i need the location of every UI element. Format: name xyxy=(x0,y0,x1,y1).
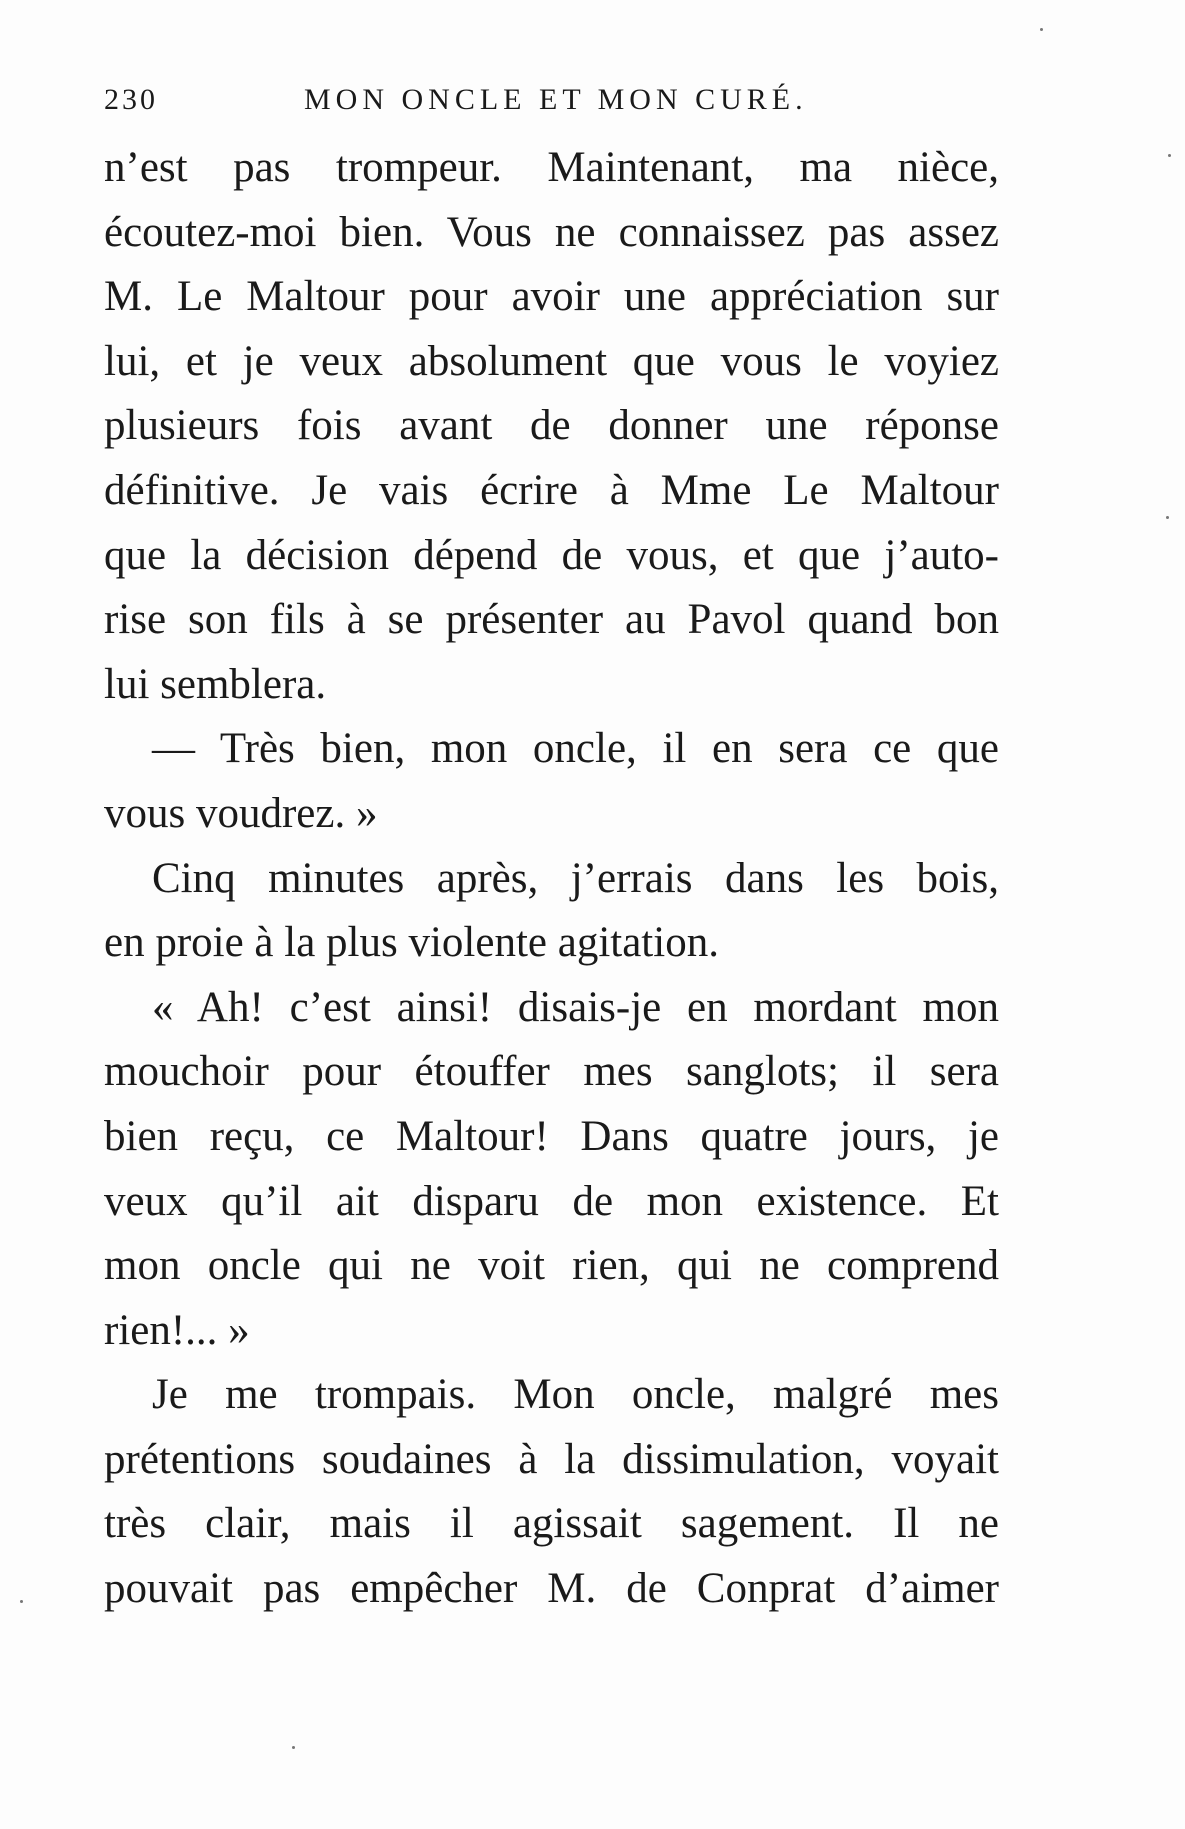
text-line: n’est pas trompeur. Maintenant, ma nièce, xyxy=(104,144,999,191)
text-line: bien reçu, ce Maltour! Dans quatre jours, je xyxy=(104,1112,999,1160)
text-line: plusieurs fois avant de donner une réponse xyxy=(104,402,999,450)
page-number: 230 xyxy=(104,83,158,116)
text-line: très clair, mais il agissait sagement. Il ne xyxy=(104,1500,999,1548)
text-line: lui, et je veux absolument que vous le voyiez xyxy=(104,337,999,385)
text-line: écoutez-moi bien. Vous ne connaissez pas assez xyxy=(104,208,999,256)
text-line: Cinq minutes après, j’errais dans les bois, xyxy=(152,854,999,902)
paper-speck xyxy=(1168,154,1171,157)
text-line: — Très bien, mon oncle, il en sera ce que xyxy=(152,725,999,773)
text-line: M. Le Maltour pour avoir une appréciation sur xyxy=(104,273,999,321)
paper-speck xyxy=(1040,28,1043,31)
text-line: que la décision dépend de vous, et que j’auto- xyxy=(104,531,999,579)
text-line: veux qu’il ait disparu de mon existence. Et xyxy=(104,1177,999,1225)
text-line: définitive. Je vais écrire à Mme Le Maltour xyxy=(104,466,999,514)
text-line: mon oncle qui ne voit rien, qui ne comprend xyxy=(104,1242,999,1290)
text-line: vous voudrez. » xyxy=(104,789,378,837)
running-title: MON ONCLE ET MON CURÉ. xyxy=(304,83,808,116)
paper-speck xyxy=(20,1600,23,1603)
text-line: « Ah! c’est ainsi! disais-je en mordant mon xyxy=(152,983,999,1031)
text-line: Je me trompais. Mon oncle, malgré mes xyxy=(152,1371,999,1419)
paper-speck xyxy=(292,1746,295,1749)
paper-speck xyxy=(1166,516,1169,519)
text-line: pouvait pas empêcher M. de Conprat d’aimer xyxy=(104,1565,999,1613)
text-line: mouchoir pour étouffer mes sanglots; il sera xyxy=(104,1048,999,1096)
running-head xyxy=(104,78,1004,122)
text-line: prétentions soudaines à la dissimulation, voyait xyxy=(104,1435,999,1483)
text-line: lui semblera. xyxy=(104,660,327,708)
body-text xyxy=(104,136,999,1622)
text-line: en proie à la plus violente agitation. xyxy=(104,919,719,967)
text-line: rise son fils à se présenter au Pavol quand bon xyxy=(104,596,999,644)
text-line: rien!... » xyxy=(104,1306,250,1354)
